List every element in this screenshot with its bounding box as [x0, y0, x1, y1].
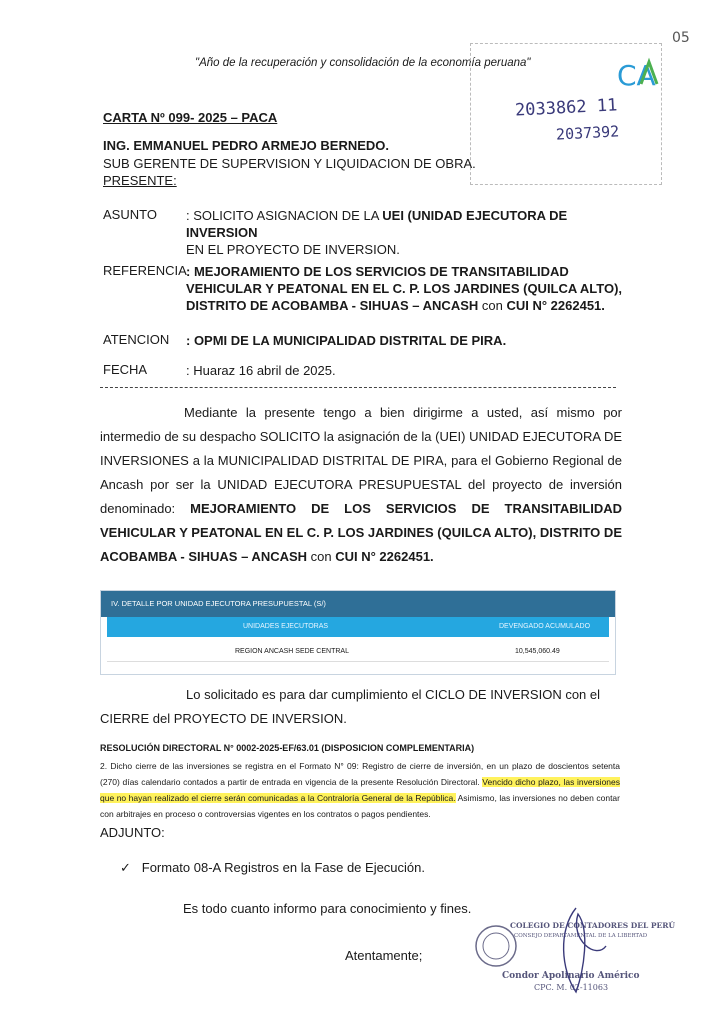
asunto-rest: EN EL PROYECTO DE INVERSION.: [186, 242, 400, 257]
reception-number: 2033862 11: [514, 95, 618, 121]
para1-cui: CUI N° 2262451.: [335, 549, 434, 564]
signature-seal: [466, 900, 675, 1000]
seal-name: Condor Apolinario Américo: [502, 971, 640, 981]
table-row: [107, 643, 609, 662]
reception-number-2: 2037392: [555, 122, 620, 144]
referencia-cui: CUI N° 2262451.: [506, 298, 605, 313]
closing-line: Es todo cuanto informo para conocimiento y fines.: [183, 901, 472, 916]
adjunto-label: ADJUNTO:: [100, 825, 165, 840]
check-icon: ✓: [120, 860, 131, 875]
seal-emblem: [476, 926, 516, 966]
page-number: 05: [672, 30, 690, 46]
para2-text: Lo solicitado es para dar cumplimiento el CICLO DE INVERSION con el CIERRE del PROYECTO DE INVERSION.: [100, 687, 601, 726]
asunto-prefix: : SOLICITO ASIGNACION DE LA: [186, 208, 383, 223]
recipient-name: ING. EMMANUEL PEDRO ARMEJO BERNEDO.: [103, 138, 390, 153]
body-paragraph: [100, 401, 622, 569]
fecha-value: : Huaraz 16 abril de 2025.: [186, 363, 336, 378]
resolution-text-b: Asimismo, las inversiones no deben contar con arbitrajes en proceso o controversias vigentes en los contratos o pagos pendientes.: [100, 793, 620, 819]
para1-con: con: [307, 549, 336, 564]
table-cell: REGION ANCASH SEDE CENTRAL: [235, 648, 349, 655]
table-cell: 10,545,060.49: [515, 648, 560, 655]
fecha-label: FECHA: [103, 362, 148, 377]
referencia-label: REFERENCIA: [103, 263, 187, 278]
atencion-value: : OPMI DE LA MUNICIPALIDAD DISTRITAL DE PIRA.: [186, 333, 507, 348]
table-title: IV. DETALLE POR UNIDAD EJECUTORA PRESUPUESTAL (S/): [101, 591, 615, 617]
divider: [100, 387, 616, 388]
resolution-body: [100, 758, 620, 822]
resolution-title: RESOLUCIÓN DIRECTORAL N° 0002-2025-EF/63.01 (DISPOSICION COMPLEMENTARIA): [100, 743, 475, 753]
presente-label: PRESENTE:: [103, 173, 177, 188]
attachment-text: Formato 08-A Registros en la Fase de Ejecución.: [141, 860, 426, 875]
atencion-label: ATENCION: [103, 332, 170, 347]
para1-text: Mediante la presente tengo a bien dirigirme a usted, así mismo por intermedio de su despacho SOLICITO la asignación de la (UEI) UNIDAD EJECUTORA DE INVERSIONES a la MUNICIPALIDAD DISTRITAL DE PIRA, para el Gobierno Regional de Ancash por ser la UNIDAD EJECUTORA PRESUPUESTAL del proyecto de inversión denominado:: [100, 405, 622, 516]
asunto-bold: UEI (UNIDAD EJECUTORA DE INVERSION: [186, 208, 568, 240]
referencia-con: con: [478, 298, 507, 313]
column-header: DEVENGADO ACUMULADO: [499, 623, 591, 630]
referencia-value: [186, 263, 626, 314]
attachment-item: [120, 860, 425, 876]
letter-number: CARTA Nº 099- 2025 – PACA: [103, 110, 278, 125]
referencia-bold: : MEJORAMIENTO DE LOS SERVICIOS DE TRANSITABILIDAD VEHICULAR Y PEATONAL EN EL C. P. LOS JARDINES (QUILCA ALTO), DISTRITO DE ACOBAMBA - SIHUAS – ANCASH: [186, 264, 623, 313]
atentamente: Atentamente;: [345, 948, 423, 963]
body-paragraph-2: [100, 683, 622, 731]
seal-line2: CONSEJO DEPARTAMENTAL DE LA LIBERTAD: [514, 933, 648, 939]
asunto-label: ASUNTO: [103, 207, 157, 222]
table-header-row: [107, 617, 609, 637]
header-motto: "Año de la recuperación y consolidación de la economía peruana": [195, 57, 531, 69]
para1-bold: MEJORAMIENTO DE LOS SERVICIOS DE TRANSITABILIDAD VEHICULAR Y PEATONAL EN EL C. P. LOS JARDINES (QUILCA ALTO), DISTRITO DE ACOBAMBA - SIHUAS – ANCASH: [100, 501, 622, 564]
resolution-highlight: Vencido dicho plazo, las inversiones que no hayan realizado el cierre serán comunicadas a la Contraloría General de la República.: [100, 777, 620, 803]
seal-line1: COLEGIO DE CONTADORES DEL PERÚ: [510, 921, 675, 930]
logo-text: CA: [617, 59, 656, 92]
seal-reg: CPC. M. 02-11063: [534, 983, 609, 992]
resolution-text-a: 2. Dicho cierre de las inversiones se registra en el Formato N° 09: Registro de cierre de inversión, en un plazo de doscientos setenta (270) días calendario contados a partir de entrada en vigencia de la presente Resolución Directoral.: [100, 761, 620, 787]
asunto-value: [186, 207, 626, 258]
recipient-role: SUB GERENTE DE SUPERVISION Y LIQUIDACION DE OBRA.: [103, 156, 476, 171]
budget-table: [100, 590, 616, 675]
column-header: UNIDADES EJECUTORAS: [243, 623, 329, 630]
